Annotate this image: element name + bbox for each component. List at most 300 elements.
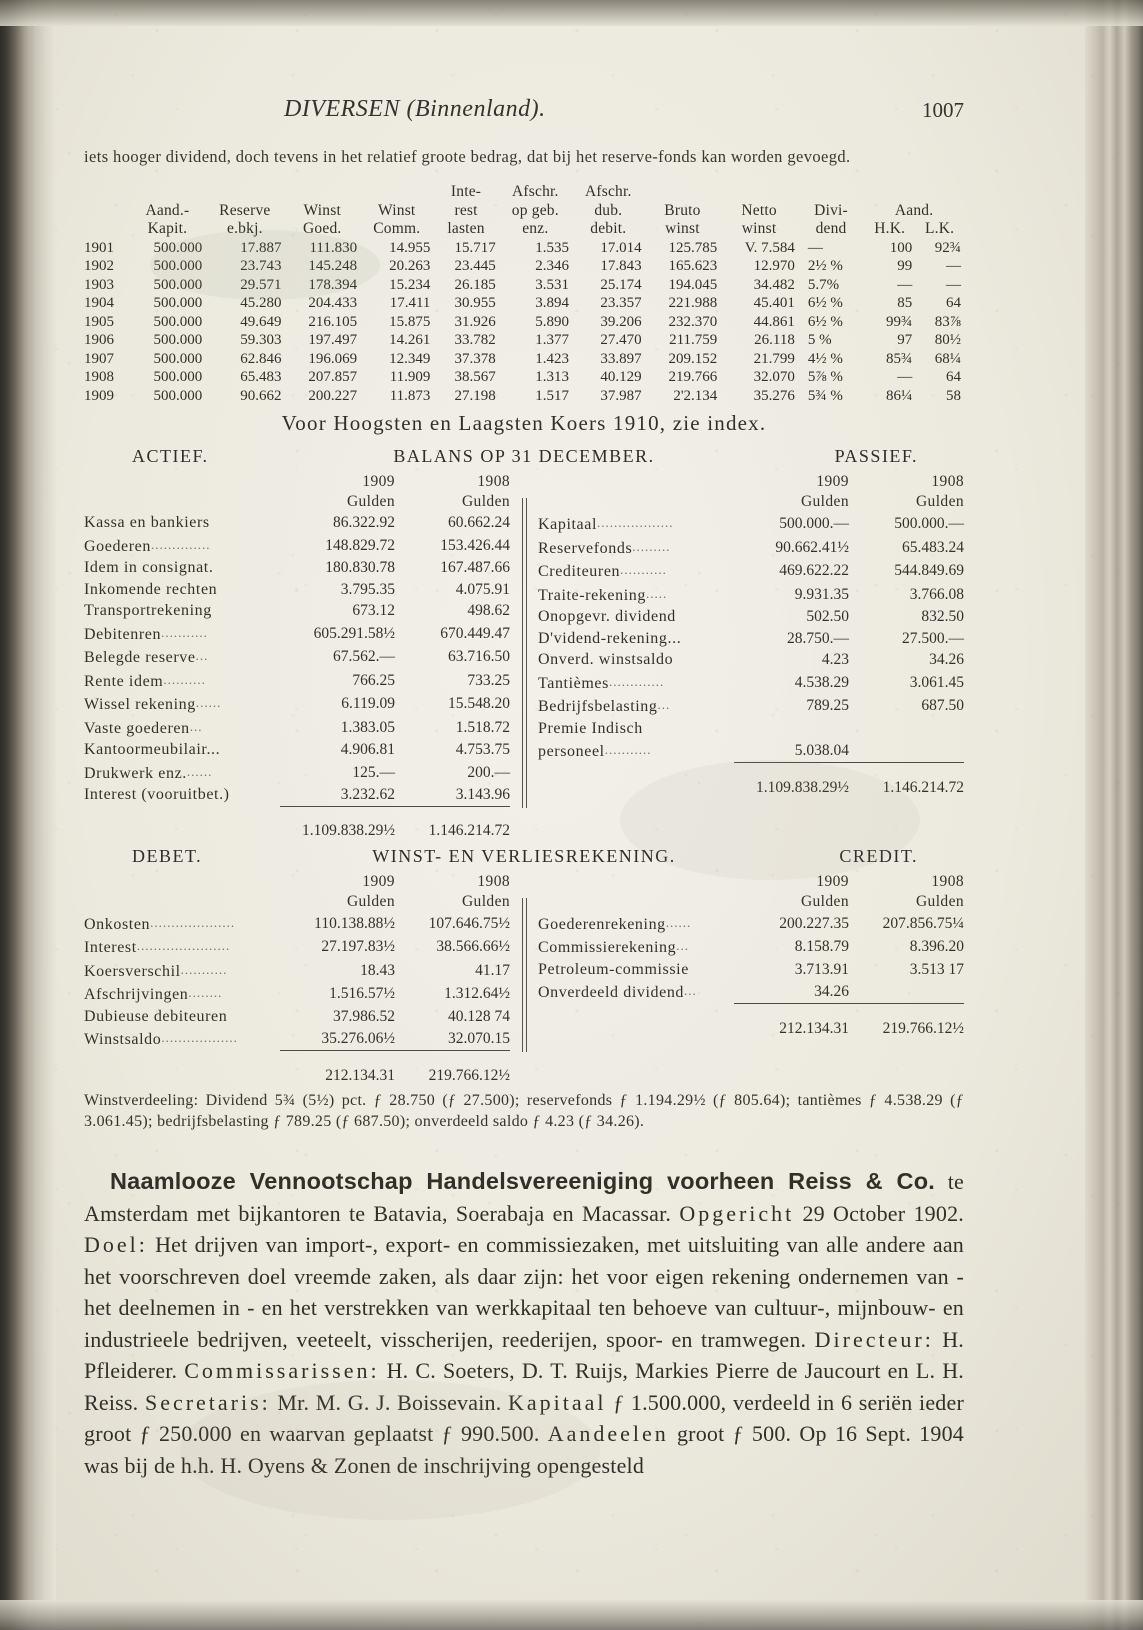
- stats-cell-opgeb: 1.535: [535, 239, 569, 256]
- passief-row-label: Traite-rekening.....: [538, 583, 734, 607]
- actief-row-v1909: 1.383.05: [340, 718, 395, 736]
- totals-rule-cell: [395, 1051, 510, 1065]
- actief-row-v1908: 498.62: [467, 602, 510, 619]
- passief-row-v1908: 544.849.69: [894, 562, 964, 579]
- stats-cell-reserve: 65.483: [240, 369, 282, 385]
- leader-dots: ...........: [161, 624, 208, 640]
- debet-row: [84, 935, 510, 959]
- passief-row-v1909: 9.931.35: [794, 585, 849, 603]
- stats-cell-bruto: 219.766: [668, 369, 718, 385]
- stats-row: [84, 368, 964, 387]
- stats-cell-netto: 45.401: [753, 295, 795, 311]
- stats-cell-bruto: 211.759: [669, 332, 718, 348]
- actief-row: [84, 512, 510, 534]
- book-gutter-shadow: [0, 0, 34, 1630]
- stats-cell-dub: 39.206: [600, 313, 642, 330]
- credit-row-v1909: 8.158.79: [794, 938, 849, 955]
- actief-row-label: Debitenren...........: [84, 622, 280, 646]
- stats-cell-winst_goed: 197.497: [308, 332, 358, 348]
- leader-dots: ...: [195, 648, 209, 663]
- stats-cell-opgeb: 1.517: [535, 387, 569, 404]
- debet-row-v1909: 110.138.88½: [314, 914, 395, 932]
- company-description: [84, 1166, 964, 1481]
- stats-cell-hk: 86¼: [885, 387, 913, 404]
- stats-cell-rest: 38.567: [454, 369, 496, 385]
- stats-footnote: Voor Hoogsten en Laagsten Koers 1910, zie index.: [281, 411, 767, 435]
- stats-cell-winst_goed: 207.857: [308, 369, 358, 385]
- passief-row-label: Tantièmes.............: [538, 671, 734, 695]
- stats-cell-bruto: 125.785: [668, 239, 718, 256]
- actief-year-1908: 1908: [477, 473, 510, 490]
- stats-cell-reserve: 90.662: [240, 387, 282, 404]
- stats-row: [84, 331, 964, 350]
- credit-row: [538, 959, 964, 981]
- stats-cell-netto: V. 7.584: [744, 239, 795, 256]
- actief-row-label: Kassa en bankiers: [84, 514, 210, 531]
- stats-cell-hk: 97: [897, 332, 913, 348]
- actief-row: [84, 692, 510, 716]
- stats-cell-dub: 17.843: [600, 258, 642, 274]
- totals-rule: [84, 1051, 510, 1065]
- stats-group-header-row: [84, 183, 964, 202]
- actief-row-v1908: 670.449.47: [440, 624, 510, 642]
- passief-row-label: Bedrijfsbelasting...: [538, 694, 734, 718]
- leader-dots: ..............: [151, 536, 211, 552]
- leader-dots: ...........: [180, 961, 228, 977]
- stats-cell-opgeb: 3.531: [535, 276, 569, 293]
- actief-row-label: Wissel rekening......: [84, 692, 280, 716]
- stats-cell-netto: 26.118: [754, 332, 795, 348]
- total-v1908: 219.766.12½: [882, 1019, 964, 1037]
- leader-dots: ...........: [620, 562, 667, 577]
- stats-cell-winst_comm: 12.349: [389, 350, 431, 367]
- stats-cell-kapit: 500.000: [153, 313, 203, 330]
- page-edge-bottom: [0, 1600, 1143, 1630]
- hdr1-c0: [84, 202, 130, 221]
- stats-cell-kapit: 500.000: [153, 369, 203, 385]
- stats-cell-winst_comm: 17.411: [389, 295, 431, 311]
- stats-cell-dividend: 4½ %: [807, 350, 843, 367]
- stats-cell-winst_goed: 204.433: [308, 295, 358, 311]
- stats-cell-year: 1902: [84, 258, 114, 274]
- actief-row: [84, 716, 510, 740]
- hdr1-c8: Bruto: [664, 201, 701, 219]
- passief-row-v1909: 90.662.41½: [775, 538, 849, 556]
- passief-unit-1909: Gulden: [800, 493, 849, 510]
- emphasised-term: Doel:: [84, 1232, 148, 1257]
- stats-cell-dub: 37.987: [600, 387, 642, 404]
- totals-rule-cell: [849, 1004, 964, 1018]
- credit-row-v1909: 3.713.91: [794, 960, 849, 978]
- hdr2-c0: [84, 220, 130, 239]
- balans-ledger: [84, 446, 964, 842]
- leader-dots: ......: [665, 914, 692, 930]
- group-header-2: Afschr.: [584, 183, 632, 200]
- passief-row: [538, 628, 964, 650]
- stats-cell-reserve: 49.649: [240, 313, 282, 330]
- stats-row: [84, 239, 964, 258]
- credit-row: [538, 980, 964, 1004]
- credit-unit-1909: Gulden: [800, 892, 849, 910]
- hdr2-c11: H.K.: [874, 220, 906, 237]
- totals-row: [538, 1018, 964, 1040]
- balans-actief-side: [84, 472, 524, 842]
- stats-cell-opgeb: 1.377: [535, 332, 569, 348]
- hdr2-c2: e.bkj.: [227, 220, 263, 237]
- actief-table: [84, 472, 510, 842]
- hdr2-c7: debit.: [590, 220, 627, 237]
- stats-cell-lk: 64: [946, 295, 961, 311]
- stats-cell-netto: 12.970: [753, 258, 795, 274]
- passief-row-v1909: 502.50: [806, 608, 849, 625]
- company-title: Naamlooze Vennootschap Handelsvereeniging voorheen Reiss & Co.: [110, 1168, 935, 1194]
- page-content: [84, 96, 964, 1481]
- hdr1-c9: Netto: [741, 201, 777, 219]
- debet-row: [84, 982, 510, 1006]
- passief-row-v1908: 27.500.—: [902, 629, 964, 647]
- stats-cell-dividend: 5.7%: [807, 276, 840, 293]
- hdr1-c7: dub.: [594, 201, 623, 219]
- passief-row-v1909: 469.622.22: [779, 562, 849, 579]
- book-gutter-inner: [30, 0, 56, 1630]
- stats-cell-lk: 83⅞: [934, 313, 961, 330]
- leader-dots: ......................: [136, 938, 231, 953]
- credit-row-label: Onverdeeld dividend...: [538, 980, 734, 1004]
- stats-cell-reserve: 45.280: [240, 295, 282, 311]
- stats-cell-kapit: 500.000: [153, 350, 203, 367]
- wv-right-heading: CREDIT.: [839, 845, 918, 866]
- actief-row-v1909: 148.829.72: [325, 536, 395, 554]
- stats-cell-opgeb: 3.894: [535, 295, 569, 311]
- stats-cell-winst_goed: 200.227: [308, 387, 358, 404]
- group-header-1: Afschr.: [512, 183, 559, 200]
- stats-cell-opgeb: 5.890: [535, 313, 569, 330]
- debet-row: [84, 1027, 510, 1051]
- leader-dots: ...: [676, 938, 689, 953]
- stats-cell-rest: 23.445: [454, 258, 496, 274]
- stats-cell-dividend: 2½ %: [807, 258, 843, 274]
- actief-row-label: Interest (vooruitbet.): [84, 786, 230, 804]
- balans-right-heading: PASSIEF.: [834, 446, 918, 466]
- credit-table: [538, 872, 964, 1040]
- actief-row-v1909: 673.12: [352, 602, 395, 619]
- credit-year-1908: 1908: [931, 872, 964, 890]
- actief-row-v1908: 167.487.66: [440, 559, 510, 576]
- actief-row-label: Rente idem..........: [84, 669, 280, 693]
- winstverdeeling-paragraph: Winstverdeeling: Dividend 5¾ (5½) pct. ƒ 28.750 (ƒ 27.500); reservefonds ƒ 1.194.29½ (ƒ 805.64); tantièmes ƒ 4.538.29 (ƒ 3.061.45); bedrijfsbelasting ƒ 789.25 (ƒ 687.50); onverdeeld saldo ƒ 4.23 (ƒ 34.26).: [84, 1092, 964, 1130]
- stats-cell-hk: 99: [897, 258, 913, 274]
- passief-row-v1908: [849, 718, 964, 740]
- credit-row: [538, 912, 964, 936]
- actief-row-v1908: 3.143.96: [455, 786, 510, 803]
- credit-row-v1908: 3.513 17: [909, 960, 964, 978]
- debet-unit-row: [84, 892, 510, 912]
- passief-row: [538, 671, 964, 695]
- debet-row-v1909: 18.43: [360, 961, 395, 979]
- debet-row-label: Interest......................: [84, 935, 280, 959]
- stats-cell-dividend: 5⅞ %: [807, 369, 843, 385]
- passief-row-v1909: 4.538.29: [794, 673, 849, 691]
- hdr2-c5: lasten: [447, 220, 485, 237]
- debet-row-v1909: 27.197.83½: [321, 938, 395, 955]
- stats-table-head: [84, 183, 964, 239]
- emphasised-term: Opgericht: [679, 1200, 795, 1226]
- debet-row-v1909: 1.516.57½: [329, 985, 395, 1002]
- actief-row-label: Inkomende rechten: [84, 580, 218, 598]
- passief-row: [538, 536, 964, 560]
- debet-row-label: Onkosten....................: [84, 912, 280, 936]
- stats-cell-year: 1906: [84, 332, 114, 348]
- actief-row-label: Transportrekening: [84, 602, 212, 619]
- credit-year-1909: 1909: [816, 872, 849, 890]
- stats-header-row-2: [84, 220, 964, 239]
- company-body-text: te Amsterdam met bijkantoren te Batavia, Soerabaja en Macassar. Opgericht 29 October 1902. Doel: Het drijven van import-, export- en commissiezaken, met uitsluiting van alle andere aan het voorschreven doel vreemde zaken, als daar zijn: het voor eigen rekening ondernemen van - het deelnemen in - en het verstrekken van werkkapitaal ten behoeve van cultuur-, mijnbouw- en industrieele bedrijven, veeteelt, visscherijen, reederijen, spoor- en tramwegen. Directeur: H. Pfleiderer. Commissarissen: H. C. Soeters, D. T. Ruijs, Markies Pierre de Jaucourt en L. H. Reiss. Secretaris: Mr. M. G. J. Boissevain. Kapitaal ƒ 1.500.000, verdeeld in 6 seriën ieder groot ƒ 250.000 en waarvan geplaatst ƒ 990.500. Aandeelen groot ƒ 500. Op 16 Sept. 1904 was bij de h.h. H. Oyens & Zonen de inschrijving opengesteld: [84, 1169, 965, 1478]
- actief-row-label: Drukwerk enz.......: [84, 761, 280, 785]
- debet-year-1908: 1908: [477, 872, 510, 890]
- stats-cell-kapit: 500.000: [153, 276, 203, 293]
- debet-row-v1908: 38.566.66½: [436, 938, 510, 955]
- totals-rule-cell: [280, 1051, 395, 1065]
- passief-unit-row: [538, 492, 964, 512]
- emphasised-term: Commissarissen:: [184, 1358, 380, 1383]
- credit-row-v1909: 200.227.35: [779, 914, 849, 932]
- running-head: [84, 96, 964, 136]
- totals-rule-cell: [734, 1004, 849, 1018]
- stats-cell-netto: 21.799: [753, 350, 795, 367]
- stats-cell-lk: 58: [946, 387, 961, 404]
- balans-passief-side: [524, 472, 964, 842]
- stats-cell-lk: 80½: [934, 332, 961, 348]
- stats-cell-rest: 37.378: [454, 350, 496, 367]
- leader-dots: ......: [195, 695, 222, 710]
- actief-head: [84, 472, 510, 512]
- intro-paragraph: iets hooger dividend, doch tevens in het relatief groote bedrag, dat bij het reserve-fonds kan worden gevoegd.: [84, 147, 851, 166]
- passief-row: [538, 739, 964, 763]
- stats-cell-hk: 85¾: [885, 350, 913, 367]
- emphasised-term: Directeur:: [814, 1326, 934, 1352]
- stats-cell-netto: 34.482: [753, 276, 795, 293]
- actief-year-row: [84, 472, 510, 492]
- stats-cell-year: 1907: [84, 350, 114, 367]
- totals-rule: [84, 806, 510, 820]
- stats-cell-lk: —: [946, 258, 961, 274]
- wv-body: [84, 872, 964, 1087]
- credit-row-v1908: 207.856.75¼: [882, 914, 964, 932]
- stats-cell-kapit: 500.000: [153, 295, 203, 311]
- passief-table: [538, 472, 964, 798]
- stats-cell-netto: 44.861: [753, 313, 795, 330]
- emphasised-term: Secretaris:: [144, 1389, 271, 1415]
- actief-row-v1909: 6.119.09: [341, 695, 395, 712]
- actief-row: [84, 557, 510, 579]
- actief-row-label: Idem in consignat.: [84, 559, 214, 576]
- total-v1909: 1.109.838.29½: [301, 822, 395, 839]
- passief-year-1909: 1909: [816, 473, 849, 490]
- credit-row-label: Goederenrekening......: [538, 912, 734, 936]
- debet-row: [84, 1006, 510, 1028]
- stats-cell-winst_comm: 15.875: [389, 313, 431, 330]
- credit-year-row: [538, 872, 964, 892]
- stats-row: [84, 350, 964, 369]
- stats-cell-year: 1908: [84, 369, 114, 385]
- credit-row-v1909: 34.26: [814, 982, 849, 1000]
- actief-row-v1909: 180.830.78: [325, 559, 395, 576]
- leader-dots: ...: [189, 718, 203, 734]
- yearly-stats-table: [84, 183, 964, 405]
- stats-cell-winst_comm: 11.909: [389, 369, 431, 385]
- stats-cell-reserve: 62.846: [240, 350, 282, 367]
- group-header-0: Inte-: [450, 183, 482, 200]
- hdr2-c9: winst: [741, 220, 777, 237]
- page-edge-top: [0, 0, 1143, 26]
- stats-cell-opgeb: 1.423: [535, 350, 569, 367]
- stats-cell-rest: 33.782: [454, 332, 496, 348]
- leader-dots: .........: [632, 538, 671, 554]
- stats-cell-hk: 85: [897, 295, 913, 311]
- passief-row-label: Reservefonds.........: [538, 536, 734, 560]
- total-v1908: 219.766.12½: [428, 1066, 510, 1084]
- stats-row: [84, 313, 964, 332]
- stats-cell-rest: 26.185: [454, 276, 496, 293]
- totals-row: [84, 820, 510, 842]
- actief-row-v1908: 1.518.72: [455, 718, 510, 736]
- passief-row-v1908: 34.26: [929, 651, 964, 668]
- stats-cell-dub: 27.470: [600, 332, 642, 348]
- passief-row: [538, 583, 964, 607]
- stats-cell-winst_goed: 145.248: [308, 258, 358, 274]
- stats-cell-year: 1905: [84, 313, 114, 330]
- stats-cell-winst_comm: 15.234: [389, 276, 431, 293]
- actief-row: [84, 645, 510, 669]
- actief-row: [84, 761, 510, 785]
- stats-cell-rest: 31.926: [454, 313, 496, 330]
- leader-dots: ...........: [604, 742, 652, 757]
- passief-unit-1908: Gulden: [915, 493, 964, 510]
- totals-rule-cell: [280, 806, 395, 820]
- stats-cell-reserve: 17.887: [240, 239, 282, 256]
- totals-row: [84, 1065, 510, 1087]
- stats-cell-winst_goed: 196.069: [308, 350, 358, 367]
- passief-row-label: Onverd. winstsaldo: [538, 651, 674, 668]
- leader-dots: ...: [657, 697, 671, 712]
- credit-unit-1908: Gulden: [915, 892, 964, 910]
- actief-row-v1909: 766.25: [352, 671, 395, 689]
- actief-rows: [84, 512, 510, 842]
- stats-cell-winst_goed: 178.394: [308, 276, 358, 293]
- stats-cell-year: 1904: [84, 295, 114, 311]
- stats-cell-winst_goed: 111.830: [309, 239, 358, 256]
- passief-row-v1909: 4.23: [821, 651, 849, 668]
- actief-row-v1909: 3.795.35: [340, 580, 395, 598]
- debet-row: [84, 959, 510, 983]
- passief-row: [538, 512, 964, 536]
- passief-rows: [538, 512, 964, 798]
- balans-left-heading: ACTIEF.: [132, 446, 209, 466]
- winst-verlies-ledger: [84, 846, 964, 1087]
- stats-cell-rest: 15.717: [454, 239, 496, 256]
- actief-unit-row: [84, 492, 510, 512]
- actief-unit-1908: Gulden: [461, 493, 510, 510]
- leader-dots: ....................: [150, 914, 236, 930]
- stats-row: [84, 294, 964, 313]
- credit-rows: [538, 912, 964, 1040]
- hdr1-c11: Aand.: [894, 201, 934, 219]
- stats-cell-kapit: 500.000: [153, 239, 203, 256]
- debet-row-label: Afschrijvingen........: [84, 982, 280, 1006]
- wv-debet-side: [84, 872, 524, 1087]
- debet-unit-1908: Gulden: [461, 892, 510, 910]
- passief-row-v1908: 832.50: [921, 608, 964, 625]
- actief-row-v1909: 125.—: [352, 763, 395, 781]
- credit-row-label: Petroleum-commissie: [538, 960, 689, 978]
- stats-cell-bruto: 209.152: [668, 350, 718, 367]
- stats-row: [84, 276, 964, 295]
- stats-cell-winst_goed: 216.105: [308, 313, 358, 330]
- stats-cell-dividend: 5¾ %: [807, 387, 843, 404]
- actief-row: [84, 579, 510, 601]
- credit-unit-row: [538, 892, 964, 912]
- stats-cell-opgeb: 2.346: [535, 258, 569, 274]
- actief-row-v1909: 67.562.—: [332, 648, 395, 665]
- debet-year-1909: 1909: [362, 872, 395, 890]
- passief-row-v1908: [849, 739, 964, 763]
- stats-cell-reserve: 59.303: [240, 332, 282, 348]
- total-v1909: 1.109.838.29½: [755, 778, 849, 796]
- debet-row-v1908: 41.17: [475, 961, 510, 979]
- stats-cell-dub: 23.357: [600, 295, 642, 311]
- actief-row-label: Kantoormeubilair...: [84, 741, 221, 758]
- stats-header-row-1: [84, 202, 964, 221]
- debet-row-v1908: 40.128 74: [448, 1007, 510, 1025]
- stats-cell-winst_comm: 14.955: [389, 239, 431, 256]
- actief-row-v1908: 4.753.75: [455, 741, 510, 758]
- totals-row: [538, 777, 964, 799]
- actief-row-v1908: 200.—: [467, 763, 510, 781]
- credit-head: [538, 872, 964, 912]
- actief-row: [84, 669, 510, 693]
- stats-cell-lk: 68¼: [934, 350, 961, 367]
- actief-row-v1908: 733.25: [467, 671, 510, 689]
- debet-table: [84, 872, 510, 1087]
- passief-row-label: Premie Indisch: [538, 719, 643, 737]
- stats-cell-reserve: 29.571: [240, 276, 282, 293]
- leader-dots: ..........: [163, 671, 206, 687]
- credit-row-v1908: 8.396.20: [909, 938, 964, 955]
- credit-row-label: Commissierekening...: [538, 935, 734, 959]
- hdr1-c6: op geb.: [511, 201, 559, 219]
- actief-row-label: Belegde reserve...: [84, 645, 280, 669]
- stats-cell-hk: —: [897, 276, 913, 293]
- hdr2-c1: Kapit.: [147, 220, 188, 237]
- stats-cell-dub: 40.129: [600, 369, 642, 385]
- total-v1909: 212.134.31: [325, 1066, 395, 1084]
- actief-row-v1908: 63.716.50: [448, 648, 510, 665]
- actief-row-v1908: 60.662.24: [448, 514, 510, 531]
- stats-cell-bruto: 165.623: [668, 258, 718, 274]
- passief-row-label: Kapitaal..................: [538, 512, 734, 536]
- wv-center-heading: WINST- EN VERLIESREKENING.: [372, 845, 676, 866]
- stats-cell-winst_comm: 14.261: [389, 332, 431, 348]
- passief-row-label: Onopgevr. dividend: [538, 608, 676, 625]
- actief-row: [84, 784, 510, 806]
- passief-row-v1909: 500.000.—: [779, 515, 849, 532]
- stats-cell-year: 1903: [84, 276, 114, 293]
- passief-head: [538, 472, 964, 512]
- passief-row-label: personeel...........: [538, 739, 734, 763]
- passief-row: [538, 718, 964, 740]
- emphasised-term: Aandeelen: [547, 1421, 669, 1446]
- hdr2-c10: dend: [815, 220, 847, 237]
